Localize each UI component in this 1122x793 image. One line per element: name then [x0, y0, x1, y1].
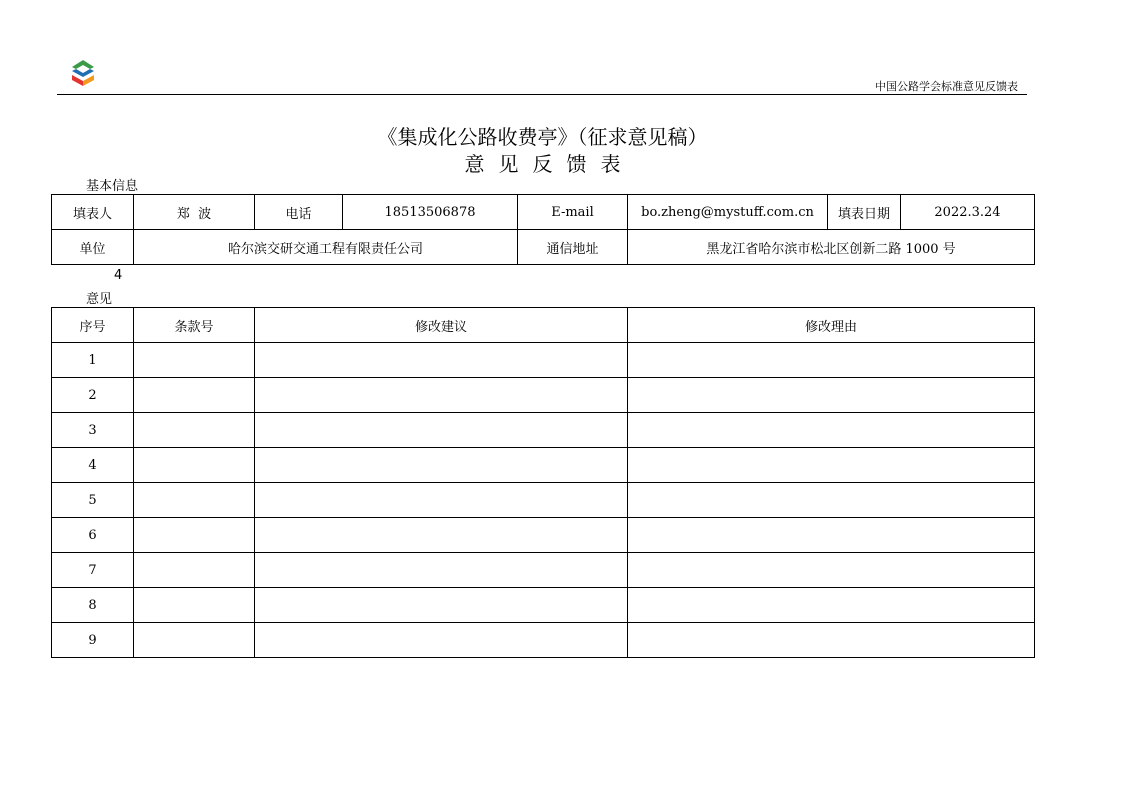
- reason-cell[interactable]: [628, 623, 1035, 658]
- table-row: [52, 623, 1035, 658]
- suggestion-cell[interactable]: [255, 378, 628, 413]
- opinions-label: 意见: [86, 292, 113, 307]
- document-subtitle: 意见反馈表: [464, 152, 635, 176]
- address-label: 通信地址: [518, 230, 628, 265]
- phone-value[interactable]: 18513506878: [343, 195, 518, 230]
- table-row: [52, 553, 1035, 588]
- table-row: [52, 413, 1035, 448]
- column-header: 序号: [52, 308, 134, 343]
- row-number: 7: [52, 553, 134, 588]
- document-title: 《集成化公路收费亭》（征求意见稿）: [377, 125, 708, 149]
- reason-cell[interactable]: [628, 483, 1035, 518]
- table-row: [52, 343, 1035, 378]
- clause-cell[interactable]: [134, 588, 255, 623]
- basic-info-label: 基本信息: [86, 179, 139, 194]
- unit-label: 单位: [52, 230, 134, 265]
- email-value[interactable]: bo.zheng@mystuff.com.cn: [628, 195, 828, 230]
- table-header-row: [52, 308, 1035, 343]
- reason-cell[interactable]: [628, 343, 1035, 378]
- table-row: [52, 588, 1035, 623]
- basic-info-table: [51, 194, 1035, 265]
- reason-cell[interactable]: [628, 518, 1035, 553]
- clause-cell[interactable]: [134, 483, 255, 518]
- row-number: 1: [52, 343, 134, 378]
- table-row: [52, 483, 1035, 518]
- column-header: 修改建议: [255, 308, 628, 343]
- table-row: [52, 448, 1035, 483]
- row-number: 9: [52, 623, 134, 658]
- suggestion-cell[interactable]: [255, 483, 628, 518]
- column-header: 条款号: [134, 308, 255, 343]
- reason-cell[interactable]: [628, 553, 1035, 588]
- reason-cell[interactable]: [628, 448, 1035, 483]
- reason-cell[interactable]: [628, 413, 1035, 448]
- unit-value[interactable]: 哈尔滨交研交通工程有限责任公司: [134, 230, 518, 265]
- reason-cell[interactable]: [628, 378, 1035, 413]
- suggestion-cell[interactable]: [255, 413, 628, 448]
- row-number: 4: [52, 448, 134, 483]
- filler-label: 填表人: [52, 195, 134, 230]
- suggestion-cell[interactable]: [255, 553, 628, 588]
- date-value[interactable]: 2022.3.24: [901, 195, 1035, 230]
- email-label: E-mail: [518, 195, 628, 230]
- row-number: 3: [52, 413, 134, 448]
- basic-info-row: [52, 195, 1035, 230]
- filler-value[interactable]: 郑 波: [134, 195, 255, 230]
- row-number: 8: [52, 588, 134, 623]
- row-number: 2: [52, 378, 134, 413]
- page-marker: 4: [114, 268, 123, 283]
- reason-cell[interactable]: [628, 588, 1035, 623]
- clause-cell[interactable]: [134, 378, 255, 413]
- date-label: 填表日期: [828, 195, 901, 230]
- opinions-table: [51, 307, 1035, 658]
- suggestion-cell[interactable]: [255, 588, 628, 623]
- highway-society-logo: [68, 58, 98, 88]
- clause-cell[interactable]: [134, 553, 255, 588]
- column-header: 修改理由: [628, 308, 1035, 343]
- table-row: [52, 378, 1035, 413]
- clause-cell[interactable]: [134, 343, 255, 378]
- row-number: 5: [52, 483, 134, 518]
- row-number: 6: [52, 518, 134, 553]
- suggestion-cell[interactable]: [255, 343, 628, 378]
- clause-cell[interactable]: [134, 623, 255, 658]
- phone-label: 电话: [255, 195, 343, 230]
- address-value[interactable]: 黑龙江省哈尔滨市松北区创新二路 1000 号: [628, 230, 1035, 265]
- suggestion-cell[interactable]: [255, 518, 628, 553]
- clause-cell[interactable]: [134, 448, 255, 483]
- table-row: [52, 518, 1035, 553]
- basic-info-row: [52, 230, 1035, 265]
- clause-cell[interactable]: [134, 518, 255, 553]
- clause-cell[interactable]: [134, 413, 255, 448]
- document-type-header: 中国公路学会标准意见反馈表: [875, 80, 1018, 93]
- header-divider: [57, 94, 1027, 95]
- suggestion-cell[interactable]: [255, 623, 628, 658]
- suggestion-cell[interactable]: [255, 448, 628, 483]
